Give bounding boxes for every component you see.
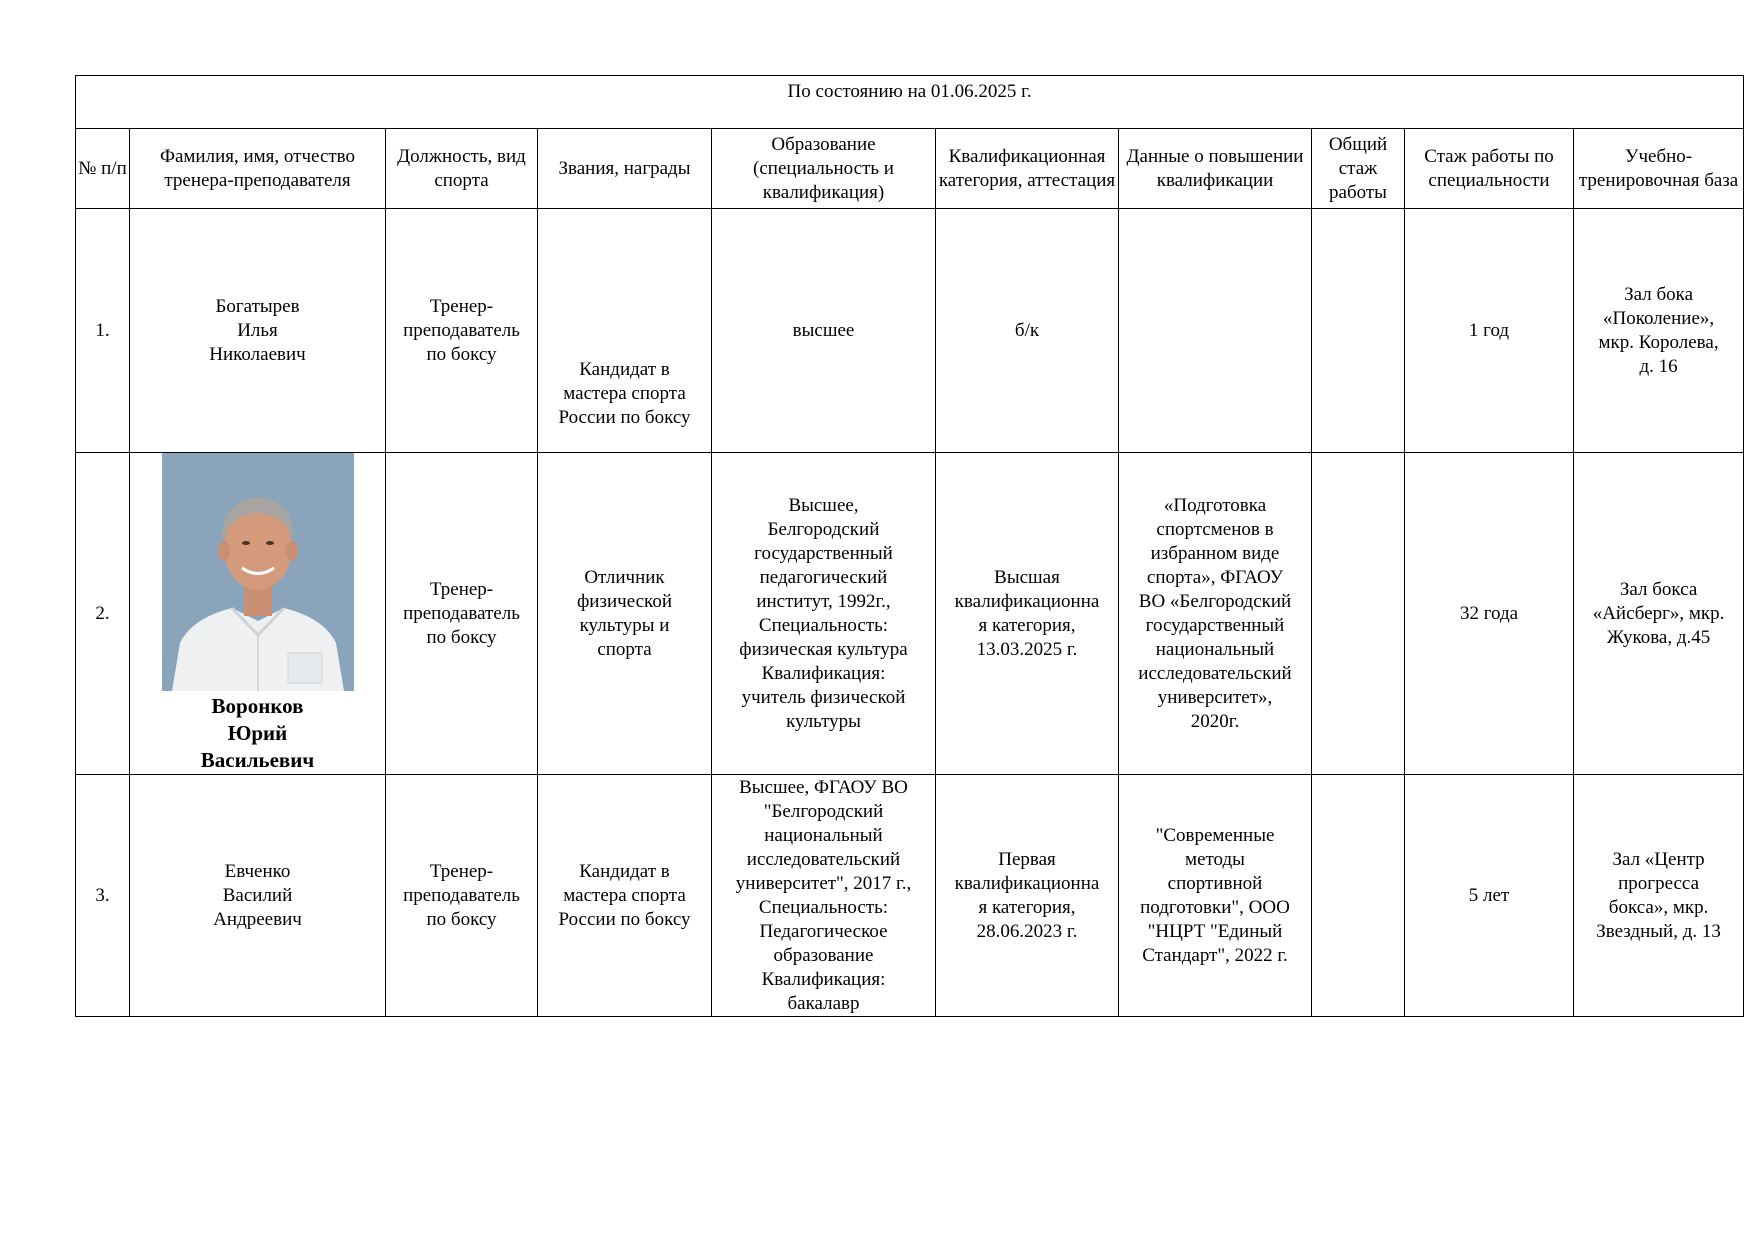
row-number: 2. <box>76 453 130 775</box>
coach-specialty-experience: 32 года <box>1405 453 1574 775</box>
header-name: Фамилия, имя, отчество тренера-преподавателя <box>130 129 386 209</box>
row-number: 1. <box>76 209 130 453</box>
coach-name: Евченко Василий Андреевич <box>130 775 386 1017</box>
coach-name: Богатырев Илья Николаевич <box>130 209 386 453</box>
coach-education: высшее <box>712 209 936 453</box>
coach-category: Высшая квалификационна я категория, 13.03.2025 г. <box>936 453 1119 775</box>
coach-name-cell <box>130 453 386 775</box>
coach-training-base: Зал «Центр прогресса бокса», мкр. Звездный, д. 13 <box>1574 775 1744 1017</box>
coach-training <box>1119 209 1312 453</box>
header-total-experience: Общий стаж работы <box>1312 129 1405 209</box>
header-category: Квалификационная категория, аттестация <box>936 129 1119 209</box>
coach-name: Воронков Юрий Васильевич <box>200 694 315 772</box>
header-position: Должность, вид спорта <box>386 129 538 209</box>
coach-training-base: Зал бокса «Айсберг», мкр. Жукова, д.45 <box>1574 453 1744 775</box>
header-training: Данные о повышении квалификации <box>1119 129 1312 209</box>
coach-titles: Кандидат в мастера спорта России по боксу <box>538 775 712 1017</box>
portrait-image <box>162 453 354 691</box>
coach-training-base: Зал бока «Поколение», мкр. Королева, д. 16 <box>1574 209 1744 453</box>
coach-training: «Подготовка спортсменов в избранном виде спорта», ФГАОУ ВО «Белгородский государственный национальный исследовательский университет», 2020г. <box>1119 453 1312 775</box>
header-number: № п/п <box>76 129 130 209</box>
coach-training: "Современные методы спортивной подготовки", ООО "НЦРТ "Единый Стандарт", 2022 г. <box>1119 775 1312 1017</box>
coach-category: б/к <box>936 209 1119 453</box>
coach-photo <box>162 453 354 691</box>
header-specialty-experience: Стаж работы по специальности <box>1405 129 1574 209</box>
coach-position: Тренер- преподаватель по боксу <box>386 775 538 1017</box>
coach-education: Высшее, ФГАОУ ВО "Белгородский национальный исследовательский университет", 2017 г., Специальность: Педагогическое образование Квалификация: бакалавр <box>712 775 936 1017</box>
coach-specialty-experience: 5 лет <box>1405 775 1574 1017</box>
coach-specialty-experience: 1 год <box>1405 209 1574 453</box>
coach-category: Первая квалификационна я категория, 28.06.2023 г. <box>936 775 1119 1017</box>
table-row <box>76 775 1744 1017</box>
coach-total-experience <box>1312 209 1405 453</box>
table-row <box>76 209 1744 453</box>
coach-titles: Кандидат в мастера спорта России по боксу <box>538 209 712 453</box>
coach-education: Высшее, Белгородский государственный педагогический институт, 1992г., Специальность: физическая культура Квалификация: учитель физической культуры <box>712 453 936 775</box>
coach-titles: Отличник физической культуры и спорта <box>538 453 712 775</box>
coach-total-experience <box>1312 453 1405 775</box>
coach-total-experience <box>1312 775 1405 1017</box>
table-row <box>76 453 1744 775</box>
staff-table <box>75 75 1744 1017</box>
table-caption: По состоянию на 01.06.2025 г. <box>76 76 1744 129</box>
coach-position: Тренер- преподаватель по боксу <box>386 209 538 453</box>
header-titles: Звания, награды <box>538 129 712 209</box>
header-training-base: Учебно-тренировочная база <box>1574 129 1744 209</box>
header-education: Образование (специальность и квалификация) <box>712 129 936 209</box>
coach-position: Тренер- преподаватель по боксу <box>386 453 538 775</box>
row-number: 3. <box>76 775 130 1017</box>
